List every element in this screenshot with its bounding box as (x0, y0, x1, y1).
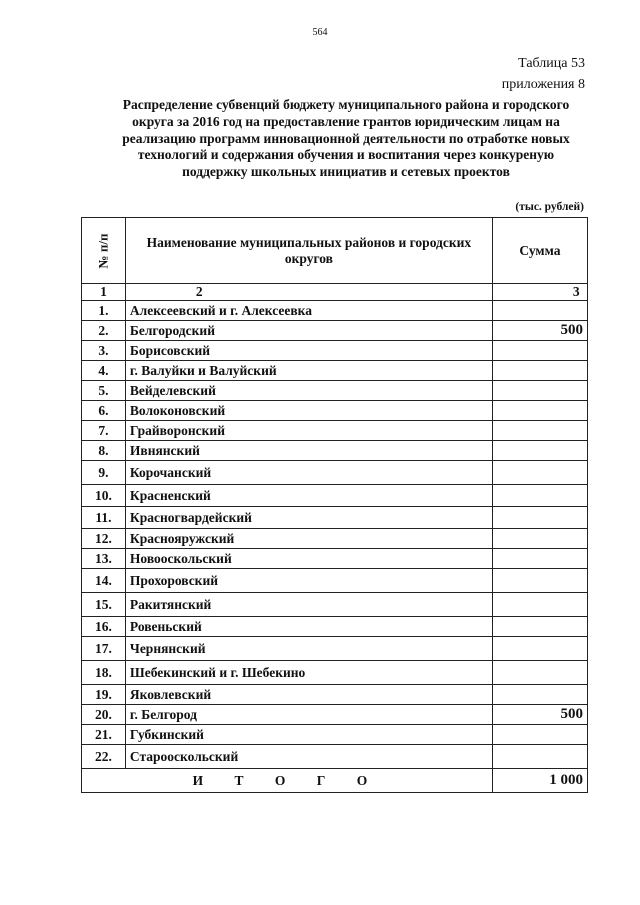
row-number: 1. (82, 301, 126, 321)
table-row (82, 485, 588, 507)
total-label: И Т О Г О (82, 769, 493, 793)
district-name: Корочанский (125, 461, 492, 485)
row-sum (492, 507, 587, 529)
table-row (82, 637, 588, 661)
row-sum (492, 569, 587, 593)
row-number: 15. (82, 593, 126, 617)
table-row (82, 507, 588, 529)
row-number: 19. (82, 685, 126, 705)
district-name: Красненский (125, 485, 492, 507)
table-row (82, 441, 588, 461)
subsidy-table (81, 217, 588, 793)
page-number: 564 (312, 27, 328, 38)
row-number: 9. (82, 461, 126, 485)
row-number: 5. (82, 381, 126, 401)
district-name: Чернянский (125, 637, 492, 661)
table-reference: Таблица 53 (518, 56, 585, 71)
header-num-cell (82, 218, 126, 284)
row-sum (492, 637, 587, 661)
row-sum (492, 661, 587, 685)
row-sum (492, 593, 587, 617)
row-sum (492, 461, 587, 485)
row-sum (492, 529, 587, 549)
row-sum (492, 421, 587, 441)
table-row (82, 569, 588, 593)
district-name: Вейделевский (125, 381, 492, 401)
row-number: 4. (82, 361, 126, 381)
row-number: 6. (82, 401, 126, 421)
row-number: 22. (82, 745, 126, 769)
district-name: Яковлевский (125, 685, 492, 705)
table-row (82, 401, 588, 421)
table-row (82, 661, 588, 685)
table-row (82, 593, 588, 617)
row-number: 17. (82, 637, 126, 661)
row-number: 14. (82, 569, 126, 593)
row-number: 7. (82, 421, 126, 441)
header-name: Наименование муниципальных районов и городских округов (125, 218, 492, 284)
district-name: г. Белгород (125, 705, 492, 725)
row-number: 12. (82, 529, 126, 549)
row-sum (492, 301, 587, 321)
row-sum (492, 685, 587, 705)
table-row (82, 301, 588, 321)
row-sum (492, 485, 587, 507)
unit-label: (тыс. рублей) (515, 201, 584, 213)
district-name: Алексеевский и г. Алексеевка (125, 301, 492, 321)
district-name: Губкинский (125, 725, 492, 745)
table-row (82, 361, 588, 381)
table-header-row (82, 218, 588, 284)
row-number: 3. (82, 341, 126, 361)
column-number-2: 2 (125, 284, 492, 301)
row-number: 21. (82, 725, 126, 745)
table-row (82, 421, 588, 441)
row-sum (492, 617, 587, 637)
row-number: 11. (82, 507, 126, 529)
row-number: 20. (82, 705, 126, 725)
annex-reference: приложения 8 (501, 77, 585, 92)
district-name: Новооскольский (125, 549, 492, 569)
row-sum (492, 725, 587, 745)
district-name: Красногвардейский (125, 507, 492, 529)
row-sum (492, 341, 587, 361)
table-row (82, 461, 588, 485)
district-name: Белгородский (125, 321, 492, 341)
district-name: Ровеньский (125, 617, 492, 637)
district-name: Прохоровский (125, 569, 492, 593)
district-name: Борисовский (125, 341, 492, 361)
table-row (82, 725, 588, 745)
district-name: Волоконовский (125, 401, 492, 421)
row-sum: 500 (492, 705, 587, 725)
row-sum (492, 745, 587, 769)
district-name: Грайворонский (125, 421, 492, 441)
column-number-row (82, 284, 588, 301)
table-row (82, 549, 588, 569)
total-row (82, 769, 588, 793)
row-number: 18. (82, 661, 126, 685)
table-row (82, 381, 588, 401)
district-name: Шебекинский и г. Шебекино (125, 661, 492, 685)
row-sum (492, 441, 587, 461)
header-sum: Сумма (492, 218, 587, 284)
column-number-1: 1 (82, 284, 126, 301)
table-row (82, 529, 588, 549)
row-number: 13. (82, 549, 126, 569)
district-name: Ивнянский (125, 441, 492, 461)
table-row (82, 341, 588, 361)
document-title: Распределение субвенций бюджету муниципального района и городского округа за 2016 год на предоставление грантов юридическим лицам на реализацию программ инновационной деятельности по отработке новых технологий и содержания обучения и воспитания через конкуреную поддержку школьных инициатив и сетевых проектов (122, 97, 570, 180)
district-name: Старооскольский (125, 745, 492, 769)
district-name: Краснояружский (125, 529, 492, 549)
row-sum: 500 (492, 321, 587, 341)
row-sum (492, 401, 587, 421)
table-row (82, 617, 588, 637)
table-row (82, 321, 588, 341)
row-number: 2. (82, 321, 126, 341)
column-number-3: 3 (492, 284, 587, 301)
district-name: г. Валуйки и Валуйский (125, 361, 492, 381)
district-name: Ракитянский (125, 593, 492, 617)
table-row (82, 745, 588, 769)
table-row (82, 705, 588, 725)
row-number: 8. (82, 441, 126, 461)
row-sum (492, 361, 587, 381)
row-sum (492, 549, 587, 569)
total-sum: 1 000 (492, 769, 587, 793)
header-num: № п/п (95, 233, 111, 268)
row-sum (492, 381, 587, 401)
table-row (82, 685, 588, 705)
row-number: 16. (82, 617, 126, 637)
row-number: 10. (82, 485, 126, 507)
